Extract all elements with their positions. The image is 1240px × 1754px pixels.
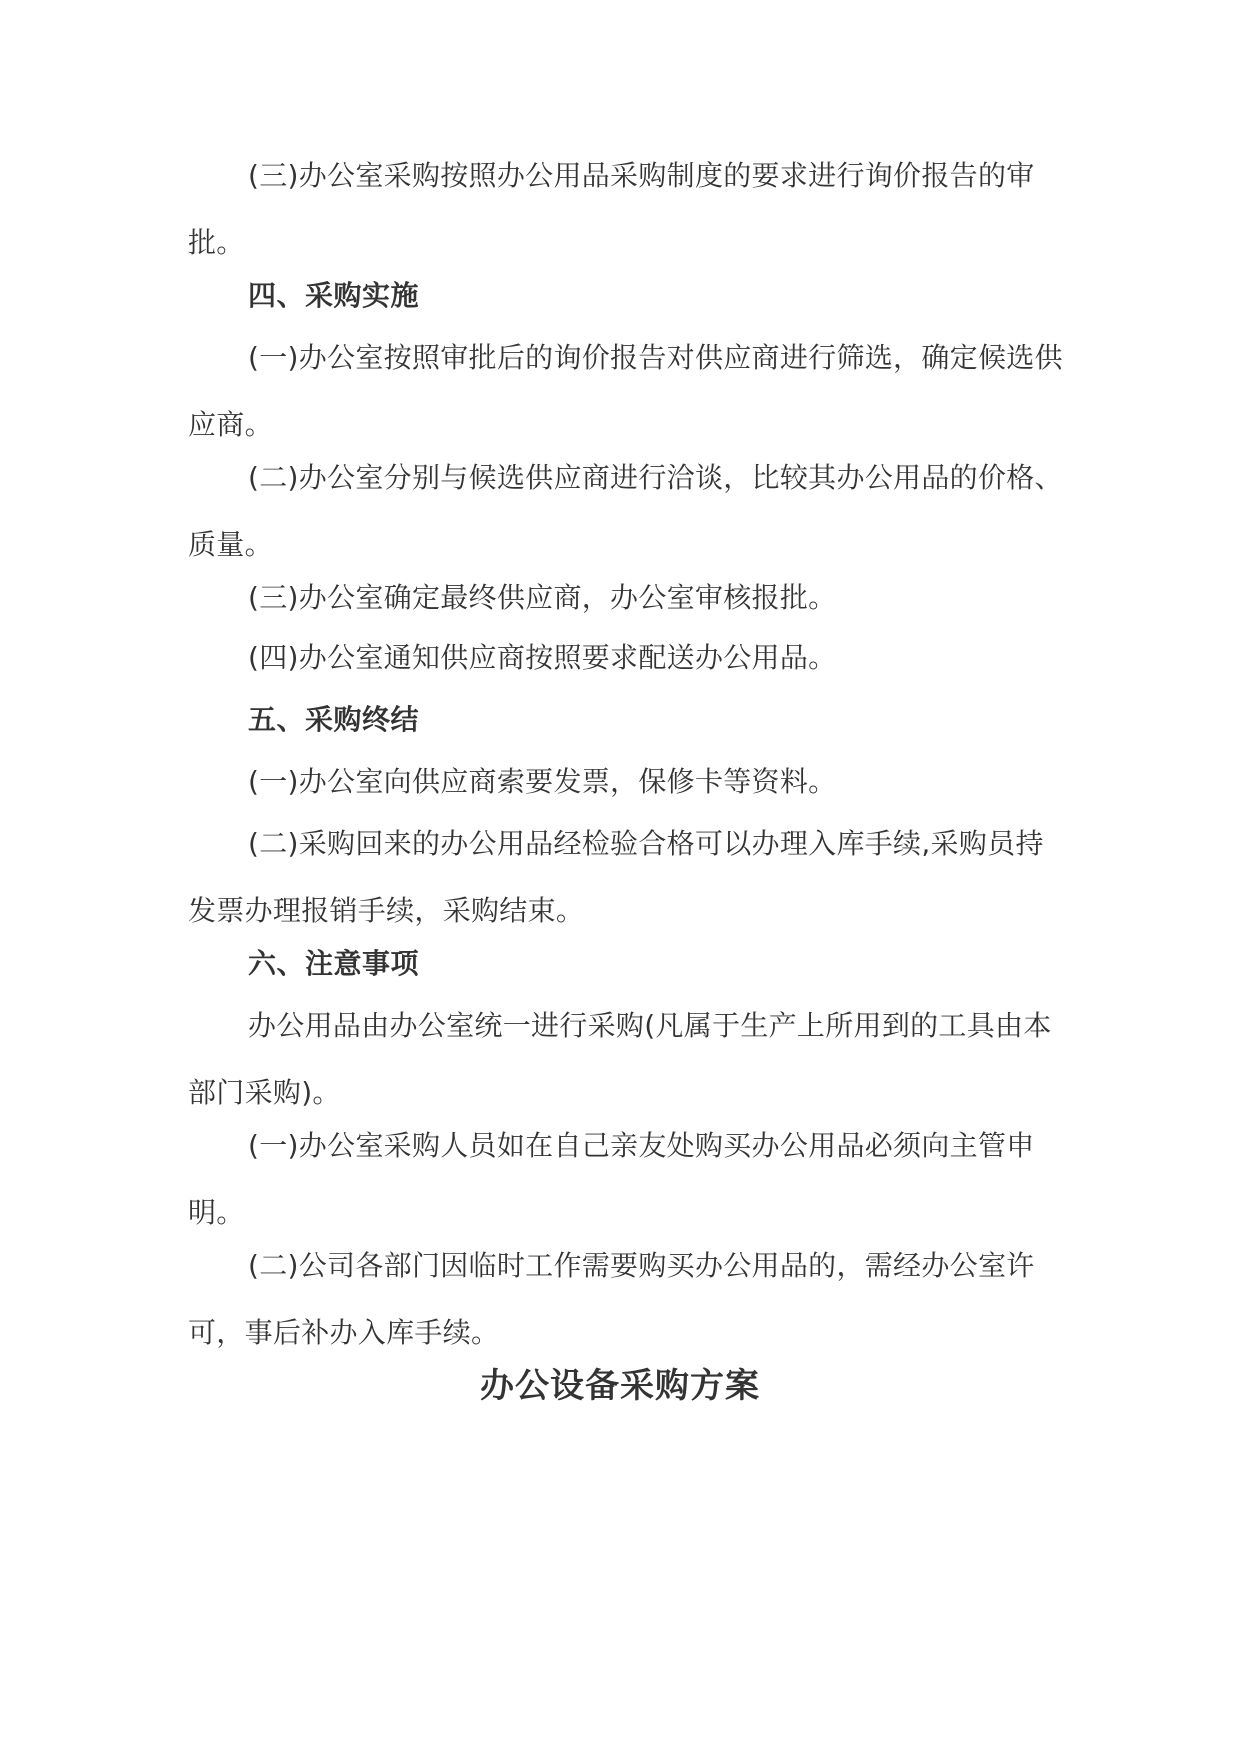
section-heading-4-implementation: 四、采购实施 bbox=[248, 279, 420, 312]
paragraph-clause-2-temporary-purchase: (二)公司各部门因临时工作需要购买办公用品的，需经办公室许可，事后补办入库手续。 bbox=[188, 1249, 1035, 1349]
paragraph-clause-1-invoice: (一)办公室向供应商索要发票，保修卡等资料。 bbox=[248, 765, 837, 798]
section-heading-5-conclusion: 五、采购终结 bbox=[248, 703, 420, 736]
paragraph-clause-1-declaration: (一)办公室采购人员如在自己亲友处购买办公用品必须向主管申明。 bbox=[188, 1129, 1035, 1229]
paragraph-clause-2-negotiation: (二)办公室分别与候选供应商进行洽谈，比较其办公用品的价格、质量。 bbox=[188, 461, 1063, 561]
paragraph-clause-4-delivery: (四)办公室通知供应商按照要求配送办公用品。 bbox=[248, 641, 837, 674]
paragraph-clause-2-warehousing: (二)采购回来的办公用品经检验合格可以办理入库手续,采购员持发票办理报销手续，采购结束。 bbox=[188, 827, 1044, 927]
section-heading-6-notes: 六、注意事项 bbox=[248, 947, 420, 980]
paragraph-clause-3-approval: (三)办公室采购按照办公用品采购制度的要求进行询价报告的审批。 bbox=[188, 159, 1035, 259]
paragraph-unified-purchasing: 办公用品由办公室统一进行采购(凡属于生产上所用到的工具由本部门采购)。 bbox=[188, 1009, 1052, 1109]
paragraph-clause-3-final-supplier: (三)办公室确定最终供应商，办公室审核报批。 bbox=[248, 581, 837, 614]
document-title: 办公设备采购方案 bbox=[480, 1366, 760, 1406]
paragraph-clause-1-supplier-screening: (一)办公室按照审批后的询价报告对供应商进行筛选，确定候选供应商。 bbox=[188, 341, 1063, 441]
